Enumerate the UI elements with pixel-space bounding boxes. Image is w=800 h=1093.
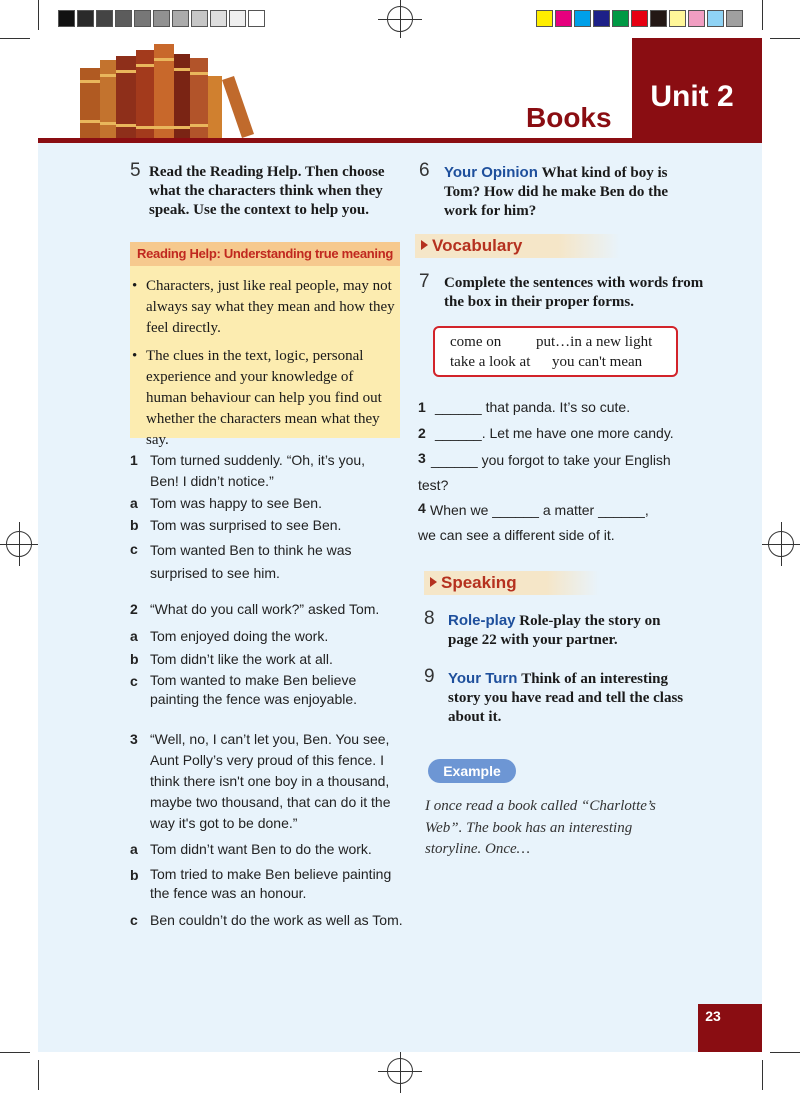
q8-text-block bbox=[448, 611, 688, 650]
option-text: Tom wanted to make Ben believe painting the fence was enjoyable. bbox=[150, 672, 358, 707]
option-letter: a bbox=[130, 841, 138, 857]
play-arrow-icon bbox=[421, 240, 428, 250]
q6-text-block bbox=[444, 163, 694, 221]
sentence-text: ______ you forgot to take your English test? bbox=[418, 452, 671, 493]
option-letter: b bbox=[130, 651, 139, 667]
option-letter: b bbox=[130, 867, 139, 883]
q6-number: 6 bbox=[419, 160, 430, 181]
word-box-item: come on bbox=[450, 334, 502, 350]
q6-question: What kind of boy is Tom? How did he make Ben do the work for him? bbox=[444, 165, 669, 219]
speaking-heading-bar bbox=[424, 571, 599, 595]
sentence-number: 1 bbox=[418, 399, 426, 415]
option-text: Tom wanted Ben to think he was surprised to see him. bbox=[150, 542, 352, 581]
q5-number: 5 bbox=[130, 160, 141, 181]
speaking-heading: Speaking bbox=[441, 573, 517, 592]
q9-text-block bbox=[448, 669, 698, 727]
word-box-item: take a look at bbox=[450, 354, 531, 370]
sentence-number: 2 bbox=[418, 425, 426, 441]
q9-question: Think of an interesting story you have read and tell the class about it. bbox=[448, 671, 684, 725]
page-number: 23 bbox=[705, 1008, 721, 1024]
word-box-item: put…in a new light bbox=[536, 334, 653, 350]
sentence-text: When we ______ a matter ______, we can see a different side of it. bbox=[418, 502, 649, 543]
reading-help-point-text: The clues in the text, logic, personal experience and your knowledge of human behaviour can help you find out whether the characters mean what they say. bbox=[146, 348, 382, 448]
sentence-number: 4 bbox=[418, 500, 426, 516]
play-arrow-icon bbox=[430, 577, 437, 587]
books-illustration bbox=[72, 40, 262, 140]
option-text: Tom was surprised to see Ben. bbox=[150, 517, 342, 533]
option-letter: c bbox=[130, 673, 138, 689]
vocabulary-heading: Vocabulary bbox=[432, 236, 523, 255]
option-letter: a bbox=[130, 495, 138, 511]
reading-help-point-text: Characters, just like real people, may not always say what they mean and how they feel directly. bbox=[146, 278, 395, 336]
q7-number: 7 bbox=[419, 271, 430, 292]
q7-instruction: Complete the sentences with words from the box in their proper forms. bbox=[444, 275, 704, 310]
sentence-text: ______. Let me have one more candy. bbox=[435, 425, 674, 441]
sentence-text: ______ that panda. It’s so cute. bbox=[435, 399, 631, 415]
option-text: Tom was happy to see Ben. bbox=[150, 495, 322, 511]
reading-help-point: • The clues in the text, logic, personal experience and your knowledge of human behaviour can help you find out whether the characters mean what they say. bbox=[132, 346, 396, 451]
example-text: I once read a book called “Charlotte’s Web”. The book has an interesting storyline. Once… bbox=[425, 798, 656, 857]
q5-instruction: Read the Reading Help. Then choose what the characters think when they speak. Use the context to help you. bbox=[149, 164, 385, 218]
option-letter: b bbox=[130, 517, 139, 533]
option-text: Tom didn’t like the work at all. bbox=[150, 651, 333, 667]
option-text: Tom enjoyed doing the work. bbox=[150, 628, 329, 644]
item-number: 3 bbox=[130, 731, 138, 747]
item-number: 1 bbox=[130, 452, 138, 468]
option-text: Tom tried to make Ben believe painting the fence was an honour. bbox=[150, 866, 392, 901]
reading-help-point: • Characters, just like real people, may not always say what they mean and how they feel directly. bbox=[132, 276, 396, 339]
item-quote: Tom turned suddenly. “Oh, it’s you, Ben! I didn’t notice.” bbox=[150, 452, 366, 489]
option-letter: c bbox=[130, 912, 138, 928]
item-number: 2 bbox=[130, 601, 138, 617]
word-box bbox=[433, 326, 678, 377]
item-quote: “What do you call work?” asked Tom. bbox=[150, 601, 380, 617]
word-box-item: you can't mean bbox=[552, 354, 643, 370]
q9-number: 9 bbox=[424, 666, 435, 687]
q9-label: Your Turn bbox=[448, 670, 518, 687]
example-badge: Example bbox=[428, 759, 516, 783]
option-letter: a bbox=[130, 628, 138, 644]
vocabulary-heading-bar bbox=[415, 234, 620, 258]
unit-label: Unit 2 bbox=[650, 80, 734, 113]
q8-question: Role-play the story on page 22 with your partner. bbox=[448, 613, 661, 648]
option-text: Tom didn’t want Ben to do the work. bbox=[150, 841, 372, 857]
header-rule bbox=[38, 138, 762, 143]
q8-number: 8 bbox=[424, 608, 435, 629]
reading-help-title: Reading Help: Understanding true meaning bbox=[130, 242, 400, 266]
sentence-number: 3 bbox=[418, 450, 426, 466]
option-letter: c bbox=[130, 541, 138, 557]
option-text: Ben couldn’t do the work as well as Tom. bbox=[150, 912, 403, 928]
q8-label: Role-play bbox=[448, 612, 516, 629]
item-quote: “Well, no, I can’t let you, Ben. You see, Aunt Polly’s very proud of this fence. I think there isn't one boy in a thousand, maybe two thousand, that can do it the way it's got to be done.” bbox=[150, 731, 391, 831]
q6-label: Your Opinion bbox=[444, 164, 538, 181]
section-title: Books bbox=[526, 102, 612, 133]
